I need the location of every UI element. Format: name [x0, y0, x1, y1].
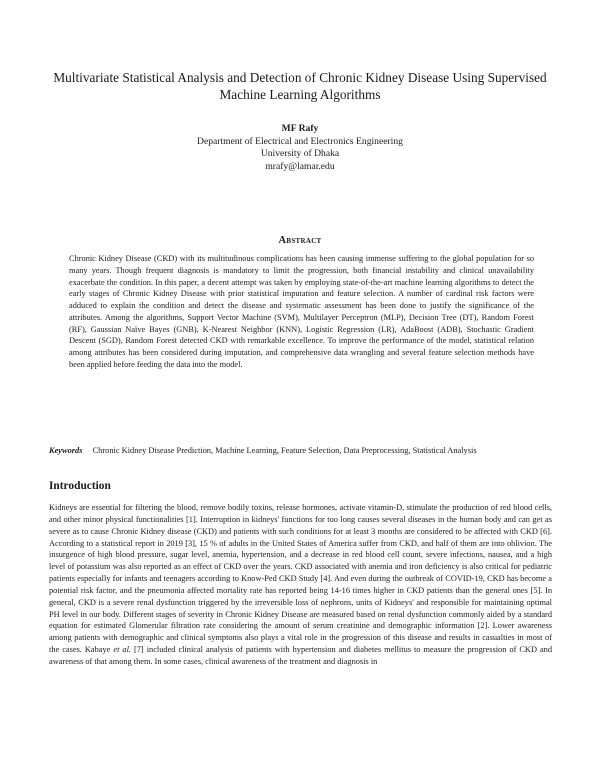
intro-text-part-1: Kidneys are essential for filtering the blood, remove bodily toxins, release hormones, activate vitamin-D, stimulate the production of red blood cells, and other minor physical functionalities [1]. Interruption in kidneys' functions for too long causes several diseases in the human body and can get as severe as to cause Chronic Kidney disease (CKD) and patients with such conditions for at least 3 months are considered to be affected with CKD [6]. According to a statistical report in 2019 [3], 15 % of adults in the United States of America suffer from CKD, and half of them are into oblivion. The insurgence of high blood pressure, sugar level, anemia, hypertension, and a decrease in red blood cell count, severe infections, nausea, and a high level of potassium was also reported as an effect of CKD over the years. CKD associated with anemia and iron deficiency is also critical for pediatric patients especially for infants and teenagers according to Know-Ped CKD Study [4]. And even during the outbreak of COVID-19, CKD has become a potential risk factor, and the pneumonia affected mortality rate has reported being 14-16 times higher in CKD patients than the general ones [5]. In general, CKD is a severe renal dysfunction triggered by the irreversible loss of nephrons, units of Kidneys' and responsible for maintaining optimal PH level in our body. Different stages of severity in Chronic Kidney Disease are measured based on renal dysfunction commonly aided by a standard equation for estimated Glomerular filtration rate considering the amount of serum creatinine and demographic information [2]. Lower awareness among patients with demographic and clinical symptoms also plays a vital role in the progression of this disease and results in casualties in most of the cases. Kabaye	[49, 503, 552, 655]
paper-title: Multivariate Statistical Analysis and Detection of Chronic Kidney Disease Using Supervised Machine Learning Algorithms	[53, 70, 547, 102]
author-name: MF Rafy	[281, 123, 319, 134]
keywords-label: Keywords	[49, 446, 83, 455]
keywords-line	[49, 445, 564, 456]
abstract-text: Chronic Kidney Disease (CKD) with its multitudinous complications has been causing immense suffering to the global population for so many years. Though frequent diagnosis is mandatory to limit the progression, both financial instability and clinical unavailability exacerbate the condition. In this paper, a decent attempt was taken by employing state-of-the-art machine learning algorithms to detect the early stages of Chronic Kidney Disease with prior statistical imputation and feature selection. A number of cardinal risk factors were adduced to explain the condition and detect the disease and systematic assessment has been done to justify the significance of the attributes. Among the algorithms, Support Vector Machine (SVM), Multilayer Perceptron (MLP), Decision Tree (DT), Random Forest (RF), Gaussian Naïve Bayes (GNB), K-Nearest Neighbor (KNN), Logistic Regression (LR), AdaBoost (ADB), Stochastic Gradient Descent (SGD), Random Forest detected CKD with remarkable excellence. To improve the performance of the model, statistical relation among attributes has been considered during imputation, and comprehensive data wrangling and several feature selection methods have been applied before feeding the data into the model.	[69, 254, 534, 369]
author-email: mrafy@lamar.edu	[265, 160, 335, 172]
author-university: University of Dhaka	[260, 148, 340, 159]
keywords-text: Chronic Kidney Disease Prediction, Machine Learning, Feature Selection, Data Preprocessing, Statistical Analysis	[92, 446, 477, 455]
intro-text-part-2: [7] included clinical analysis of patients with hypertension and diabetes mellitus to measure the progression of CKD and awareness of that among them. In some cases, clinical awareness of the treatment and diagnosis in	[49, 645, 553, 666]
author-block	[40, 123, 560, 173]
author-department: Department of Electrical and Electronics Engineering	[197, 135, 403, 147]
intro-et-al: et al.	[113, 645, 131, 655]
introduction-text	[49, 502, 552, 668]
abstract-heading: Abstract	[278, 235, 322, 246]
introduction-heading: Introduction	[49, 480, 111, 492]
